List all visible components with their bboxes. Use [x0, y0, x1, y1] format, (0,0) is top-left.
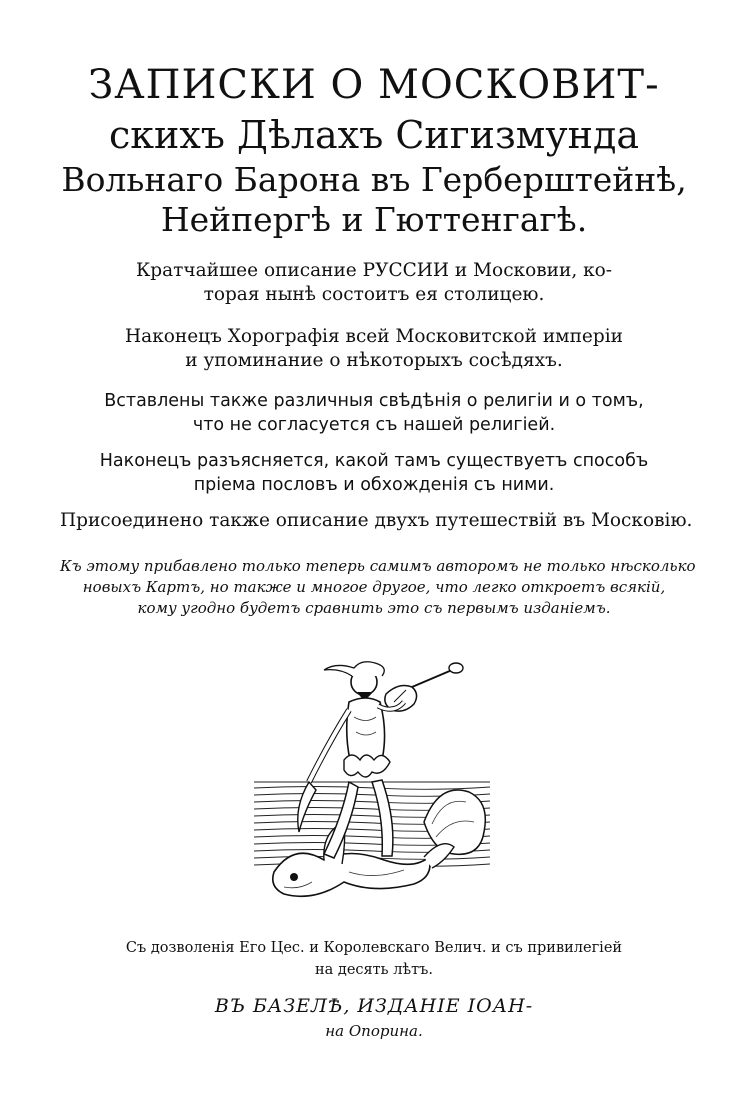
leaf-girdle — [344, 755, 390, 777]
imprint-line-2: на Опорина. — [325, 1022, 423, 1040]
right-leg — [372, 780, 393, 856]
paragraph-description — [60, 259, 688, 307]
paragraph-line: Наконецъ разъясняется, какой тамъ существуетъ способъ — [99, 451, 649, 471]
imprint — [60, 993, 688, 1043]
paragraph-line: что не согласуется съ нашей религіей. — [192, 415, 556, 435]
paragraph-line: Наконецъ Хорографія всей Московитской имперіи — [125, 326, 623, 347]
privilege-line: на десять лѣтъ. — [314, 962, 434, 978]
note-line: кому угодно будетъ сравнить это съ первымъ изданіемъ. — [137, 599, 611, 617]
curved-knife-icon — [298, 782, 316, 832]
paragraph-line: Присоединено также описание двухъ путешествій въ Московію. — [60, 510, 693, 531]
title-line-3: Вольнаго Барона въ Герберштейнѣ, — [61, 160, 687, 199]
note-line: Къ этому прибавлено только теперь самимъ авторомъ не только нѣсколько — [60, 557, 696, 575]
paragraph-journeys — [60, 509, 693, 533]
title-line-1: ЗАПИСКИ О МОСКОВИТ- — [88, 62, 660, 108]
hair — [324, 662, 384, 676]
paragraph-line: торая нынѣ состоитъ ея столицею. — [203, 284, 545, 305]
note-line: новыхъ Картъ, но также и многое другое, что легко откроетъ всякій, — [82, 578, 666, 596]
paragraph-line: Вставлены также различныя свѣдѣнія о религіи и о томъ, — [104, 391, 644, 411]
paragraph-chorography — [60, 325, 688, 373]
arion-on-dolphin-engraving — [254, 632, 490, 922]
italic-note — [60, 556, 696, 619]
imprint-line-1: ВЪ БАЗЕЛѢ, ИЗДАНІЕ ІОАН- — [214, 995, 534, 1017]
title-line-4: Нейпергѣ и Гюттенгагѣ. — [160, 200, 588, 239]
privilege-statement — [60, 937, 688, 981]
privilege-line: Съ дозволенія Его Цес. и Королевскаго Велич. и съ привилегіей — [125, 940, 623, 956]
paragraph-line: пріема пословъ и обхожденія съ ними. — [193, 475, 555, 495]
paragraph-ambassadors — [60, 449, 688, 497]
paragraph-line: Кратчайшее описание РУССИИ и Московии, ко- — [135, 260, 613, 281]
paragraph-religion — [60, 389, 688, 437]
title-line-2: скихъ Дѣлахъ Сигизмунда — [109, 113, 639, 157]
paragraph-line: и упоминание о нѣкоторыхъ сосѣдяхъ. — [185, 350, 563, 371]
